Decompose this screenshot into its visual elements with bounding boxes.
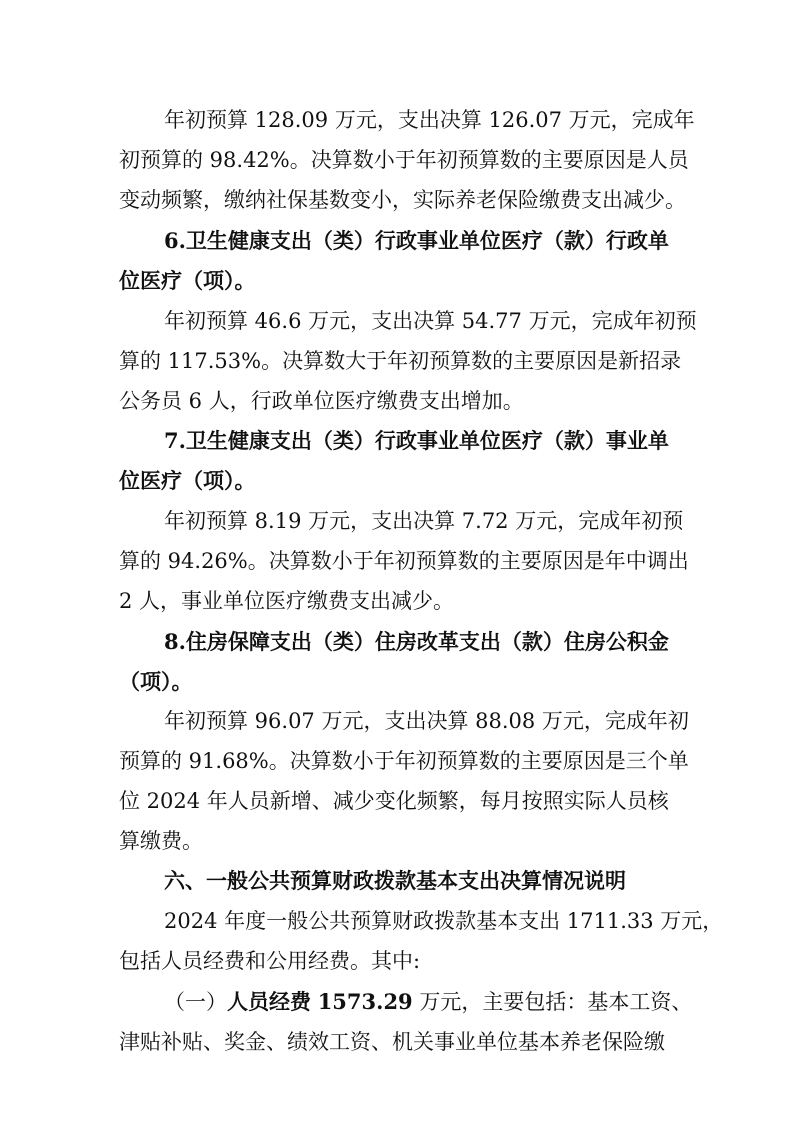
- paragraph-line: 津贴补贴、奖金、绩效工资、机关事业单位基本养老保险缴: [119, 1030, 665, 1054]
- paragraph-line: 位 2024 年人员新增、减少变化频繁，每月按照实际人员核: [119, 789, 669, 813]
- personnel-expense-line: [164, 987, 692, 1017]
- personnel-expense-label: 人员经费: [227, 989, 311, 1014]
- paragraph-line: 算缴费。: [119, 829, 203, 853]
- paragraph-line: 包括人员经费和公用经费。其中:: [119, 949, 421, 973]
- paragraph-line: 年初预算 46.6 万元，支出决算 54.77 万元，完成年初预: [164, 309, 697, 333]
- paragraph-line: 公务员 6 人，行政单位医疗缴费支出增加。: [119, 389, 524, 413]
- personnel-expense-text: 万元，主要包括：基本工资、: [412, 990, 693, 1014]
- paragraph-line: 年初预算 96.07 万元，支出决算 88.08 万元，完成年初: [164, 709, 689, 733]
- item-heading: 位医疗（项）。: [119, 468, 256, 493]
- paragraph-line: 算的 94.26%。决算数小于年初预算数的主要原因是年中调出: [119, 549, 689, 573]
- section-heading: 六、一般公共预算财政拨款基本支出决算情况说明: [164, 868, 626, 893]
- paragraph-line: 2 人，事业单位医疗缴费支出减少。: [119, 589, 455, 613]
- paragraph-line: 算的 117.53%。决算数大于年初预算数的主要原因是新招录: [119, 349, 682, 373]
- personnel-expense-amount: 1573.29: [317, 989, 413, 1014]
- sub-item-number: （一）: [164, 990, 227, 1014]
- item-heading: 8.住房保障支出（类）住房改革支出（款）住房公积金: [164, 629, 669, 654]
- paragraph-line: 年初预算 128.09 万元，支出决算 126.07 万元，完成年: [164, 108, 695, 132]
- paragraph-line: 变动频繁，缴纳社保基数变小，实际养老保险缴费支出减少。: [119, 188, 686, 212]
- item-heading: （项）。: [119, 669, 193, 694]
- paragraph-line: 年初预算 8.19 万元，支出决算 7.72 万元，完成年初预: [164, 509, 684, 533]
- item-heading: 位医疗（项）。: [119, 268, 256, 293]
- item-heading: 7.卫生健康支出（类）行政事业单位医疗（款）事业单: [164, 428, 669, 453]
- item-heading: 6.卫生健康支出（类）行政事业单位医疗（款）行政单: [164, 228, 669, 253]
- paragraph-line: 预算的 91.68%。决算数小于年初预算数的主要原因是三个单: [119, 749, 689, 773]
- paragraph-line: 初预算的 98.42%。决算数小于年初预算数的主要原因是人员: [119, 148, 689, 172]
- paragraph-line: 2024 年度一般公共预算财政拨款基本支出 1711.33 万元，: [164, 909, 724, 933]
